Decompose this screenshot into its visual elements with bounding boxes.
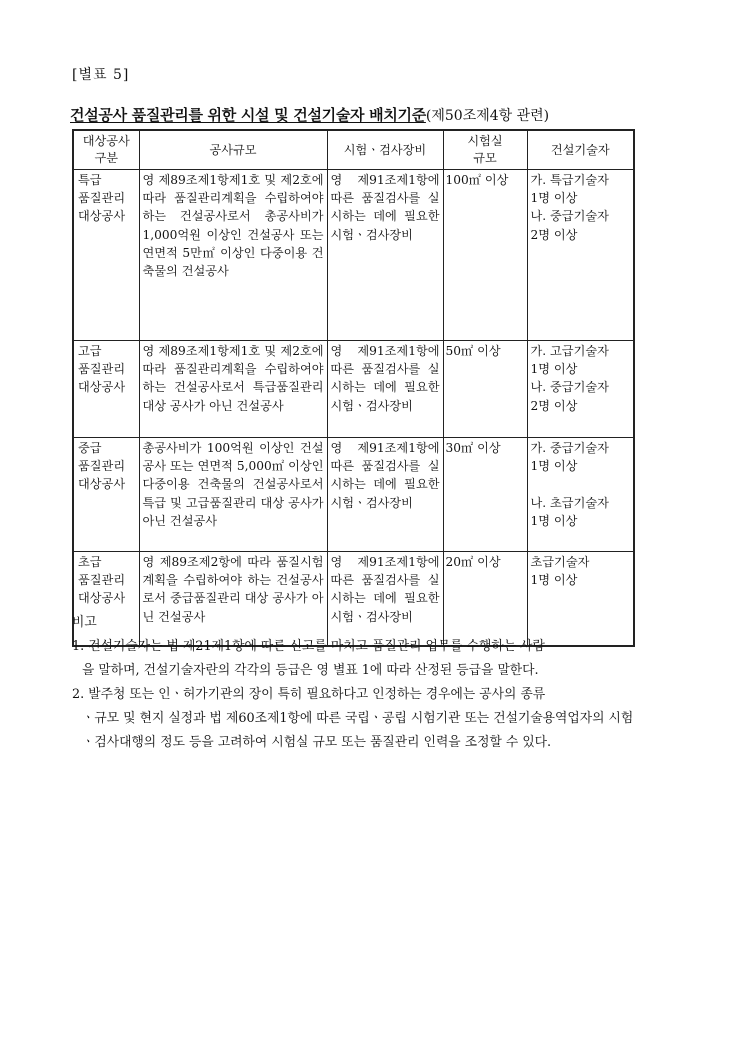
table-header-row: [73, 130, 634, 170]
header-lab-size: 시험실 규모: [443, 130, 527, 170]
header-equipment: 시험ㆍ검사장비: [327, 130, 443, 170]
cell-category: 초급 품질관리 대상공사: [73, 552, 139, 646]
cell-equipment: 영 제91조제1항에 따른 품질검사를 실시하는 데에 필요한 시험ㆍ검사장비: [327, 170, 443, 341]
cell-engineers: 가. 중급기술자 1명 이상 나. 초급기술자 1명 이상: [527, 438, 634, 552]
cell-lab-size: 20㎡ 이상: [443, 552, 527, 646]
title-main: 건설공사 품질관리를 위한 시설 및 건설기술자 배치기준: [70, 106, 426, 124]
cell-engineers: 가. 특급기술자 1명 이상 나. 중급기술자 2명 이상: [527, 170, 634, 341]
header-scale: 공사규모: [139, 130, 327, 170]
cell-category: 고급 품질관리 대상공사: [73, 341, 139, 438]
notes-heading: 비고: [72, 615, 97, 630]
title-reference: (제50조제4항 관련): [425, 108, 550, 124]
cell-lab-size: 50㎡ 이상: [443, 341, 527, 438]
note-item-2: [72, 683, 638, 755]
notes-section: [72, 611, 638, 755]
note-2-continuation: ㆍ규모 및 현지 실정과 법 제60조제1항에 따른 국립ㆍ공립 시험기관 또는 건설기술용역업자의 시험ㆍ검사대행의 정도 등을 고려하여 시험실 규모 또는 품질관리 인력을 조정할 수 있다.: [82, 711, 634, 750]
appendix-label: [별표 5]: [72, 67, 130, 83]
table-row: [73, 341, 634, 438]
table-row: [73, 438, 634, 552]
cell-equipment: 영 제91조제1항에 따른 품질검사를 실시하는 데에 필요한 시험ㆍ검사장비: [327, 341, 443, 438]
cell-lab-size: 30㎡ 이상: [443, 438, 527, 552]
cell-category: 중급 품질관리 대상공사: [73, 438, 139, 552]
table-row: [73, 170, 634, 341]
header-category: 대상공사 구분: [73, 130, 139, 170]
cell-equipment: 영 제91조제1항에 따른 품질검사를 실시하는 데에 필요한 시험ㆍ검사장비: [327, 438, 443, 552]
note-2-first-line: 2. 발주청 또는 인ㆍ허가기관의 장이 특히 필요하다고 인정하는 경우에는 공사의 종류: [72, 687, 546, 702]
note-1-first-line: 1. 건설기술자는 법 제21제1항에 따른 신고를 마치고 품질관리 업무를 수행하는 사람: [72, 639, 545, 654]
note-item-1: [72, 635, 638, 683]
cell-scale: 영 제89조제1항제1호 및 제2호에 따라 품질관리계획을 수립하여야 하는 건설공사로서 특급품질관리 대상 공사가 아닌 건설공사: [139, 341, 327, 438]
standards-table: [72, 129, 635, 647]
cell-lab-size: 100㎡ 이상: [443, 170, 527, 341]
note-1-continuation: 을 말하며, 건설기술자란의 각각의 등급은 영 별표 1에 따라 산정된 등급을 말한다.: [82, 663, 539, 678]
cell-scale: 총공사비가 100억원 이상인 건설공사 또는 연면적 5,000㎡ 이상인 다중이용 건축물의 건설공사로서 특급 및 고급품질관리 대상 공사가 아닌 건설공사: [139, 438, 327, 552]
cell-engineers: 초급기술자 1명 이상: [527, 552, 634, 646]
header-engineers: 건설기술자: [527, 130, 634, 170]
cell-equipment: 영 제91조제1항에 따른 품질검사를 실시하는 데에 필요한 시험ㆍ검사장비: [327, 552, 443, 646]
cell-scale: 영 제89조제1항제1호 및 제2호에 따라 품질관리계획을 수립하여야 하는 건설공사로서 총공사비가 1,000억원 이상인 건설공사 또는 연면적 5만㎡ 이상인 다중이용 건축물의 건설공사: [139, 170, 327, 341]
cell-engineers: 가. 고급기술자 1명 이상 나. 중급기술자 2명 이상: [527, 341, 634, 438]
cell-scale: 영 제89조제2항에 따라 품질시험계획을 수립하여야 하는 건설공사로서 중급품질관리 대상 공사가 아닌 건설공사: [139, 552, 327, 646]
document-title: [70, 104, 670, 125]
cell-category: 특급 품질관리 대상공사: [73, 170, 139, 341]
